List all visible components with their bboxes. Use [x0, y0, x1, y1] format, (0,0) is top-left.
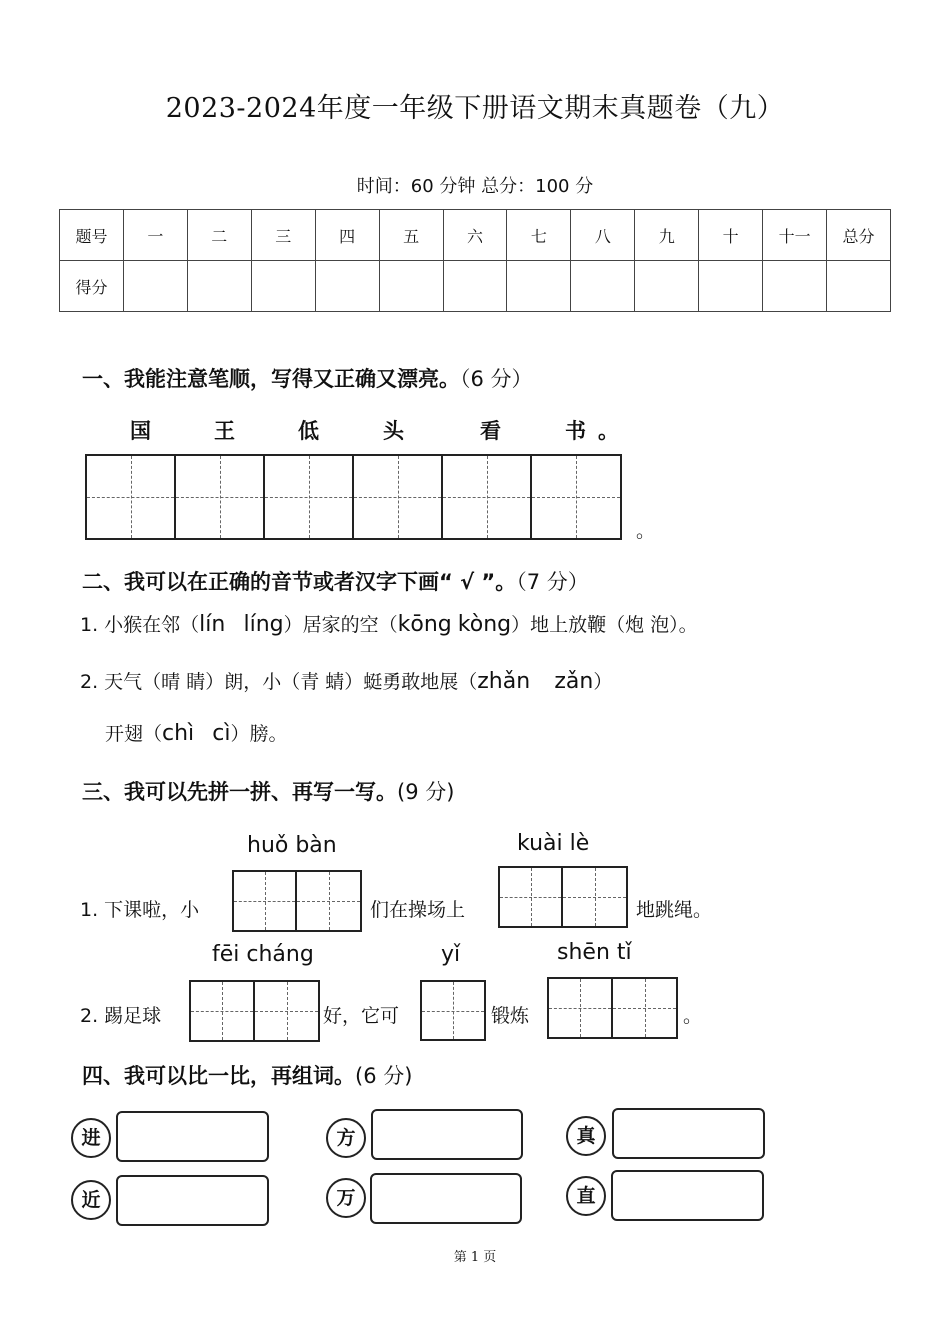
- q-text: ）居家的空（: [283, 614, 398, 636]
- section2-points: （7 分）: [516, 570, 589, 594]
- pinyin-option[interactable]: líng: [243, 612, 284, 637]
- word-answer-box[interactable]: [116, 1111, 269, 1162]
- score-col: 五: [379, 210, 443, 261]
- writing-cell[interactable]: [87, 456, 176, 538]
- pinyin-prompt: shēn tǐ: [557, 940, 632, 965]
- q-text: 1. 小猴在邻（: [80, 614, 200, 636]
- score-cell[interactable]: [251, 261, 315, 312]
- score-col: 一: [123, 210, 187, 261]
- q-text: 们在操场上: [370, 899, 466, 921]
- time-info: 时间：60 分钟 总分：100 分: [356, 176, 594, 197]
- pinyin-prompt: fēi cháng: [212, 942, 314, 967]
- writing-cell[interactable]: [297, 872, 360, 930]
- score-cell[interactable]: [827, 261, 891, 312]
- q-text: 好，它可: [323, 1005, 400, 1027]
- compare-char: 万: [326, 1178, 366, 1218]
- score-col: 八: [571, 210, 635, 261]
- q-text: 锻炼: [491, 1005, 530, 1027]
- answer-grid[interactable]: [498, 866, 628, 928]
- score-col: 七: [507, 210, 571, 261]
- q-text: ）膀。: [230, 723, 288, 745]
- writing-cell[interactable]: [563, 868, 626, 926]
- q-text: ）地上放鞭（炮 泡）。: [511, 614, 698, 636]
- q-text: ）: [593, 671, 613, 693]
- score-col: 十: [699, 210, 763, 261]
- score-header-label: 题号: [60, 210, 124, 261]
- score-cell[interactable]: [635, 261, 699, 312]
- compare-char: 进: [71, 1118, 111, 1158]
- score-cell[interactable]: [187, 261, 251, 312]
- word-answer-box[interactable]: [611, 1170, 764, 1221]
- score-col: 总分: [827, 210, 891, 261]
- score-col: 六: [443, 210, 507, 261]
- writing-cell[interactable]: [613, 979, 676, 1037]
- section1-heading: [82, 363, 533, 393]
- word-answer-box[interactable]: [116, 1175, 269, 1226]
- score-cell[interactable]: [571, 261, 635, 312]
- score-cell[interactable]: [443, 261, 507, 312]
- section3-heading-text: 三、我可以先拼一拼、再写一写。: [82, 780, 397, 804]
- score-cell[interactable]: [379, 261, 443, 312]
- writing-grid[interactable]: [85, 454, 622, 540]
- score-table-score-row: [60, 261, 891, 312]
- section2-q2: [80, 667, 612, 694]
- pinyin-option[interactable]: lín: [199, 612, 226, 637]
- q-text: 。: [683, 1005, 703, 1027]
- score-table-header-row: [60, 210, 891, 261]
- q-text: 地跳绳。: [636, 899, 713, 921]
- score-cell[interactable]: [507, 261, 571, 312]
- pinyin-option[interactable]: kōng: [397, 612, 452, 637]
- section2-heading-text: 二、我可以在正确的音节或者汉字下画“ √ ”。: [82, 570, 517, 594]
- answer-grid[interactable]: [420, 980, 486, 1041]
- section1-char: 头: [383, 418, 404, 443]
- q-text: 2. 天气（晴 睛）朗，小（青 蜻）蜓勇敢地展（: [80, 671, 478, 693]
- page-title: 2023-2024年度一年级下册语文期末真题卷（九）: [165, 93, 785, 124]
- writing-cell[interactable]: [532, 456, 620, 538]
- score-cell[interactable]: [123, 261, 187, 312]
- section1-char: 王: [214, 418, 235, 443]
- score-col: 十一: [763, 210, 827, 261]
- section2-q1: [80, 610, 698, 637]
- compare-char: 近: [71, 1180, 111, 1220]
- compare-char: 直: [566, 1176, 606, 1216]
- score-col: 二: [187, 210, 251, 261]
- section1-char: 书: [565, 418, 586, 443]
- q-text: 1. 下课啦，小: [80, 899, 200, 921]
- writing-cell[interactable]: [234, 872, 297, 930]
- score-table: [59, 209, 891, 312]
- pinyin-option[interactable]: kòng: [457, 612, 512, 637]
- writing-cell[interactable]: [176, 456, 265, 538]
- writing-cell[interactable]: [191, 982, 255, 1040]
- section1-points: （6 分）: [460, 367, 533, 391]
- answer-grid[interactable]: [547, 977, 678, 1039]
- word-answer-box[interactable]: [371, 1109, 523, 1160]
- compare-char: 真: [566, 1116, 606, 1156]
- writing-cell[interactable]: [422, 982, 484, 1039]
- writing-cell[interactable]: [549, 979, 613, 1037]
- section4-heading: [82, 1060, 412, 1090]
- word-answer-box[interactable]: [370, 1173, 522, 1224]
- section1-char: 低: [298, 418, 319, 443]
- pinyin-prompt: huǒ bàn: [247, 833, 337, 858]
- pinyin-prompt: kuài lè: [517, 831, 590, 856]
- section3-heading: [82, 776, 454, 806]
- writing-cell[interactable]: [265, 456, 354, 538]
- section1-heading-text: 一、我能注意笔顺，写得又正确又漂亮。: [82, 367, 460, 391]
- q-text: 2. 踢足球: [80, 1005, 162, 1027]
- score-col: 四: [315, 210, 379, 261]
- section1-char: 看: [480, 418, 501, 443]
- answer-grid[interactable]: [189, 980, 320, 1042]
- score-col: 三: [251, 210, 315, 261]
- answer-grid[interactable]: [232, 870, 362, 932]
- pinyin-option[interactable]: zǎn: [554, 669, 594, 694]
- pinyin-option[interactable]: cì: [212, 721, 231, 746]
- score-row-label: 得分: [60, 261, 124, 312]
- score-col: 九: [635, 210, 699, 261]
- q-text: 开翅（: [105, 723, 163, 745]
- section2-heading: [82, 566, 589, 596]
- word-answer-box[interactable]: [612, 1108, 765, 1159]
- score-cell[interactable]: [763, 261, 827, 312]
- compare-char: 方: [326, 1118, 366, 1158]
- score-cell[interactable]: [699, 261, 763, 312]
- pinyin-option[interactable]: zhǎn: [477, 669, 531, 694]
- section2-q2-line2: [105, 719, 288, 746]
- writing-cell[interactable]: [443, 456, 532, 538]
- section4-points: (6 分): [355, 1064, 413, 1088]
- page-number: 第 1 页: [453, 1250, 497, 1265]
- section3-points: (9 分): [397, 780, 455, 804]
- writing-cell[interactable]: [354, 456, 443, 538]
- score-cell[interactable]: [315, 261, 379, 312]
- writing-cell[interactable]: [255, 982, 318, 1040]
- section1-char: 国: [130, 418, 151, 443]
- writing-cell[interactable]: [500, 868, 563, 926]
- pinyin-option[interactable]: chì: [162, 721, 195, 746]
- section4-heading-text: 四、我可以比一比，再组词。: [82, 1064, 355, 1088]
- pinyin-prompt: yǐ: [441, 942, 461, 967]
- section1-char: 。: [598, 418, 619, 443]
- section1-end-mark: 。: [636, 520, 656, 542]
